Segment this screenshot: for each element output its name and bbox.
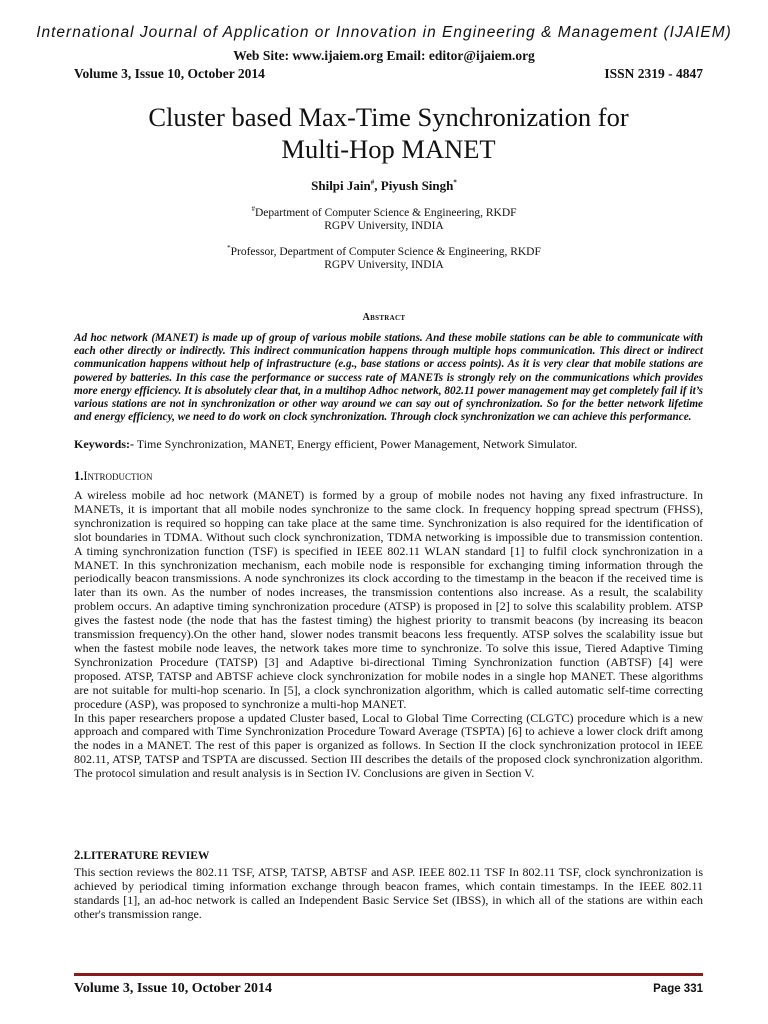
affiliation-2 [0,246,768,272]
literature-review-paragraph-1: This section reviews the 802.11 TSF, ATSP, TATSP, ABTSF and ASP. IEEE 802.11 TSF In 802.11 TSF, clock synchronization is achieved by periodical timing information exchange through beacon frames, which contain timestamps. In the IEEE 802.11 standards [1], an ad-hoc network is called an Independent Basic Service Set (IBSS), in which all of the stations are within each other's transmission range. [74,865,703,921]
section-2-title: LITERATURE REVIEW [83,850,210,862]
abstract-heading: Abstract [362,312,406,323]
affiliation-1-mark: # [251,205,255,214]
author-2: Piyush Singh [380,178,454,193]
affiliation-2-line2: RGPV University, INDIA [324,259,444,271]
introduction-paragraph-1: A wireless mobile ad hoc network (MANET) is formed by a group of mobile nodes not having any fixed infrastructure. In MANETs, it is important that all mobile nodes synchronize to the same clock. In frequency hopping spread spectrum (FHSS), synchronization is required so hopping can take place at the same time. Synchronization is also required for the identification of slot boundaries in TDMA. Without such clock synchronization, TDMA networking is impossible due to transmission contention. A timing synchronization function (TSF) is specified in IEEE 802.11 WLAN standard [1] to fulfil clock synchronization in a MANET. In this synchronization mechanism, each mobile node is responsible for exchanging timing information through the periodically beacon transmissions. A node synchronizes its clock according to the timestamp in the beacon if the received time is later than its own. As the number of nodes increases, the transmission contentions also increase. As a result, the scalability problem occurs. An adaptive timing synchronization procedure (ATSP) is proposed in [2] to solve this scalability problem. ATSP gives the fastest node (the node that has the fastest timing) the highest priority to transmit beacons (by increasing its beacon transmission frequency).On the other hand, slower nodes transmit beacons less frequently. ATSP solves the scalability issue but when the fastest mobile node leaves, the network takes more time to synchronize. To solve this issue, Tiered Adaptive Timing Synchronization Procedure (TATSP) [3] and Adaptive bi-directional Timing Synchronization function (ABTSF) [4] were proposed. ATSP, TATSP and ABTSF achieve clock synchronization for mobile nodes in a single hop MANET. These algorithms are not suitable for multi-hop scenario. In [5], a clock synchronization algorithm, which is called automatic self-time correcting procedure (ASP), was proposed to synchronize a multi-hop MANET. [74,488,703,711]
keywords [74,437,703,451]
affiliation-2-mark: * [227,244,231,253]
author-1: Shilpi Jain [311,178,371,193]
section-heading-literature-review [74,848,209,863]
introduction-paragraph-2: In this paper researchers propose a updated Cluster based, Local to Global Time Correcting (CLGTC) procedure which is a new approach and compared with Time Synchronization Procedure Toward Average (TSPTA) [6] to achieve a lower clock drift among the nodes in a MANET. The rest of this paper is organized as follows. In Section II the clock synchronization protocol in IEEE 802.11, ATSP, TATSP and TSPTA are discussed. Section III describes the details of the proposed clock synchronization algorithm. The protocol simulation and result analysis is in Section IV. Conclusions are given in Section V. [74,710,703,781]
introduction-body [74,489,703,781]
journal-website: Web Site: www.ijaiem.org Email: editor@ijaiem.org [233,48,535,63]
paper-title-line2: Multi-Hop MANET [281,134,496,164]
author-separator: , [374,178,381,193]
page-number: Page 331 [653,983,703,995]
affiliation-1-line2: RGPV University, INDIA [324,220,444,232]
author-2-mark: * [453,178,457,187]
section-heading-introduction [74,469,153,484]
affiliation-2-line1: Professor, Department of Computer Science & Engineering, RKDF [230,246,541,258]
page-footer [74,981,703,997]
literature-review-body [74,866,703,922]
footer-rule [74,973,703,976]
header-issn: ISSN 2319 - 4847 [604,66,703,81]
paper-title [74,101,703,165]
header-volume: Volume 3, Issue 10, October 2014 [74,66,265,81]
affiliation-1 [0,207,768,233]
author-1-mark: # [370,178,375,187]
affiliation-1-line1: Department of Computer Science & Engineering, RKDF [254,207,517,219]
keywords-list: Time Synchronization, MANET, Energy efficient, Power Management, Network Simulator. [134,437,578,451]
paper-title-line1: Cluster based Max-Time Synchronization for [148,102,629,132]
journal-name: International Journal of Application or Innovation in Engineering & Management (IJAIEM) [36,24,732,41]
abstract-text: Ad hoc network (MANET) is made up of group of various mobile stations. And these mobile stations can be able to communicate with each other directly or indirectly. This indirect communication happens through multiple hops communication. This direct or indirect communication happens without help of infrastructure (e.g., base stations or access points). As it is very clear that mobile stations are powered by batteries. In this case the performance or success rate of MANETs is strongly rely on the communications which provides more energy efficiency. It is absolutely clear that, in a multihop Adhoc network, 802.11 power management may get completely fail if it’s various stations are not in synchronization or other way around we can say out of synchronization. So for the better network lifetime and energy efficiency, we need to do work on clock synchronization. Through clock synchronization we can achieve this performance. [74,332,703,424]
section-1-number: 1. [74,469,84,483]
header-volume-row [74,66,703,82]
section-2-number: 2. [74,848,84,862]
authors [0,178,768,194]
footer-volume: Volume 3, Issue 10, October 2014 [74,981,272,996]
section-1-title: Introduction [83,469,153,483]
keywords-label: Keywords:- [74,437,134,451]
